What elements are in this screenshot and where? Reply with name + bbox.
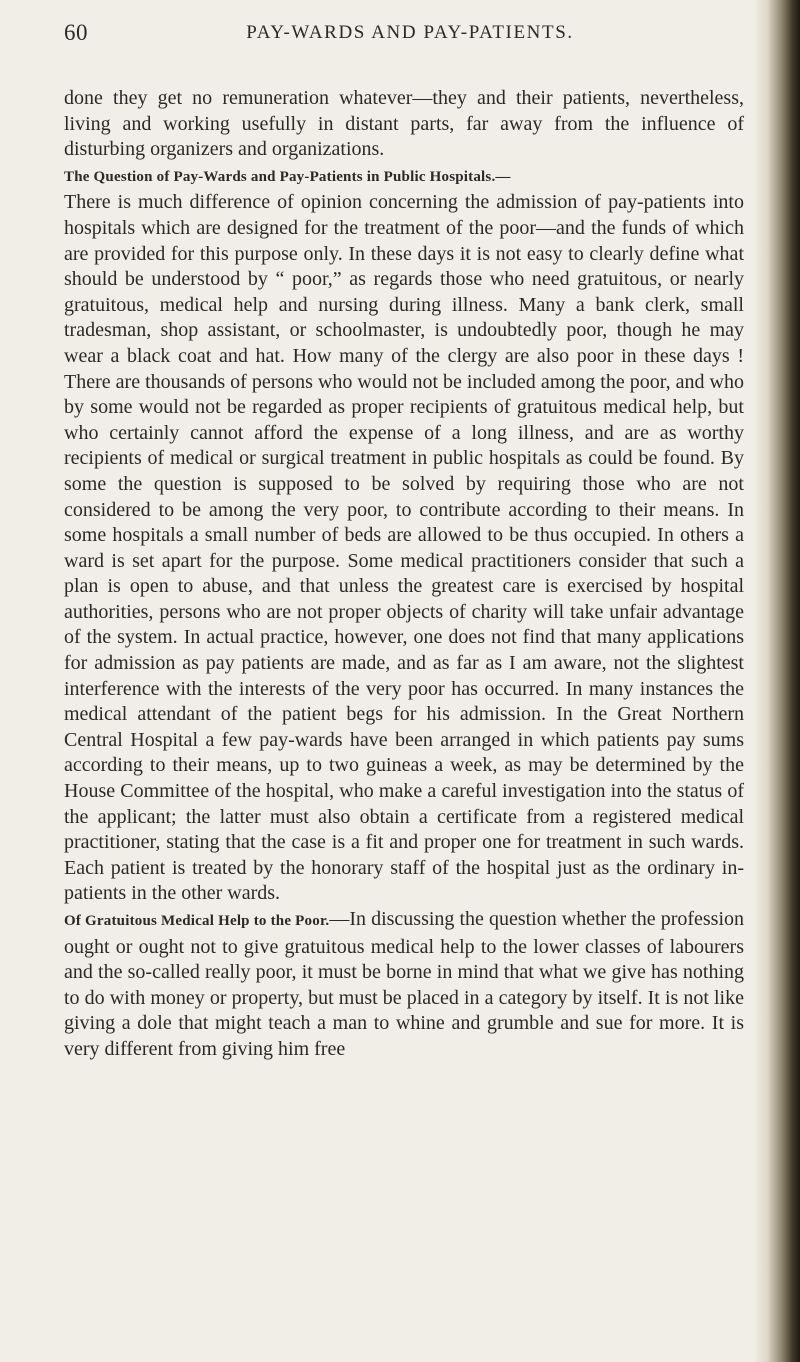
paragraph-gratuitous-help [64, 907, 744, 1063]
section-heading-pay-wards: The Question of Pay-Wards and Pay-Patients in Public Hospitals.— [64, 168, 511, 185]
paragraph-continued: done they get no remuneration whatever—they and their patients, nevertheless, living and working usefully in distant parts, far away from the influence of disturbing organizers and organizations. [64, 87, 744, 161]
page-number: 60 [64, 20, 88, 45]
page-binding-shadow [754, 0, 800, 1362]
section-text-gratuitous-help: —In discussing the question whether the profession ought or ought not to give gratuitous medical help to the lower classes of labourers and the so-called really poor, it must be borne in mind that what we give has nothing to do with money or property, but must be placed in a category by itself. It is not like giving a dole that might teach a man to whine and grumble and sue for more. It is very different from giving him free [64, 908, 745, 1060]
running-head: PAY-WARDS AND PAY-PATIENTS. [246, 22, 574, 43]
section-text-pay-wards: There is much difference of opinion concerning the admission of pay-patients into hospitals which are designed for the treatment of the poor—and the funds of which are provided for this purpose only. In these days it is not easy to clearly define what should be understood by “ poor,” as regards those who need gratuitous, or nearly gratuitous, medical help and nursing during illness. Many a bank clerk, small tradesman, shop assistant, or schoolmaster, is undoubtedly poor, though he may wear a black coat and hat. How many of the clergy are also poor in these days ! There are thousands of persons who would not be included among the poor, and who by some would not be regarded as proper recipients of gratuitous medical help, but who certainly cannot afford the expense of a long illness, and are as worthy recipients of medical or surgical treatment in public hospitals as could be found. By some the question is supposed to be solved by requiring those who are not considered to be among the very poor, to contribute according to their means. In some hospitals a small number of beds are allowed to be thus occupied. In others a ward is set apart for the purpose. Some medical practitioners consider that such a plan is open to abuse, and that unless the greatest care is exercised by hospital authorities, persons who are not proper objects of charity will take unfair advantage of the system. In actual practice, however, one does not find that many applications for admission as pay patients are made, and as far as I am aware, not the slightest interference with the interests of the very poor has occurred. In many instances the medical attendant of the patient begs for his admission. In the Great Northern Central Hospital a few pay-wards have been arranged in which patients pay sums according to their means, up to two guineas a week, as may be determined by the House Committee of the hospital, who make a careful investigation into the status of the applicant; the latter must also obtain a certificate from a registered medical practitioner, stating that the case is a fit and proper one for treatment in such wards. Each patient is treated by the honorary staff of the hospital just as the ordinary in-patients in the other wards. [64, 191, 744, 905]
section-heading-gratuitous-help: Of Gratuitous Medical Help to the Poor. [64, 913, 330, 929]
paragraph-pay-wards [64, 163, 744, 907]
body-text [64, 86, 744, 1063]
page-header [64, 20, 744, 52]
